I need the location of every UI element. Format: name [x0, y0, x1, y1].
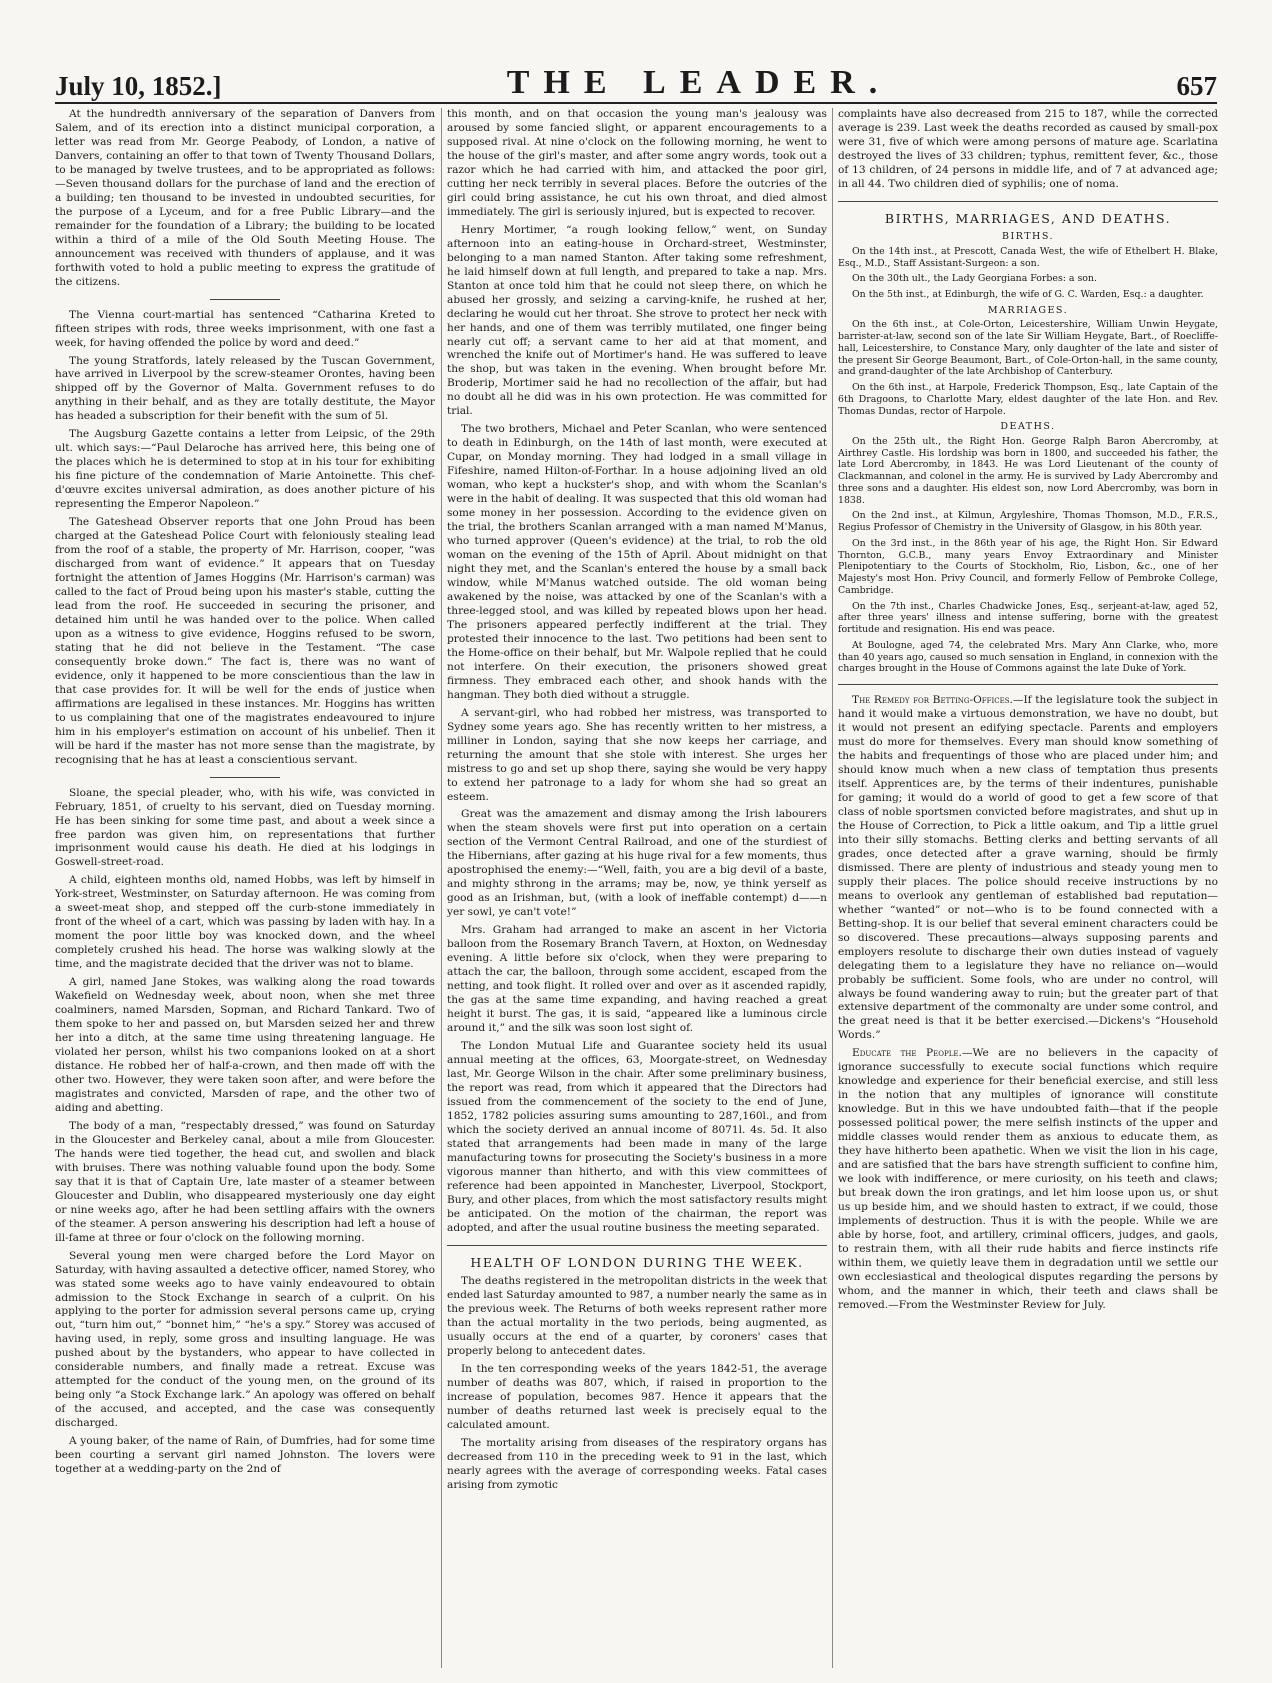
article-paragraph: In the ten corresponding weeks of the years 1842-51, the average number of deaths was 807, which, if raised in proportion to the increase of population, becomes 987. Hence it appears that the number of deaths returned last week is precisely equal to the calculated amount.: [447, 1362, 827, 1431]
notice: On the 6th inst., at Harpole, Frederick Thompson, Esq., late Captain of the 6th Dragoons, to Charlotte Mary, eldest daughter of the late Hon. and Rev. Thomas Dundas, rector of Harpole.: [838, 382, 1218, 417]
article-paragraph: Great was the amazement and dismay among the Irish labourers when the steam shovels were first put into operation on a certain section of the Vermont Central Railroad, and one of the sturdiest of the Hibernians, after gazing at his huge rival for a few moments, thus apostrophised the enemy:—“Well, faith, you are a big devil of a baste, and mighty sthrong in the arrams; may be, now, ye think yerself as good as an Irishman, but, (with a look of ineffable contempt) d——n yer sowl, ye can't vote!”: [447, 808, 827, 919]
notice: On the 30th ult., the Lady Georgiana Forbes: a son.: [852, 273, 1097, 285]
divider: [838, 684, 1218, 685]
article-paragraph: [838, 694, 1218, 1043]
notice: On the 6th inst., at Cole-Orton, Leicestershire, William Unwin Heygate, barrister-at-law, second son of the late Sir William Heygate, Bart., of Roecliffe-hall, Leicestershire, to Constance Mary, only daughter of the late and sister of the present Sir George Beaumont, Bart., of Cole-Orton-hall, in the same county, and grand-daughter of the late Archbishop of Canterbury.: [838, 319, 1218, 378]
article-paragraph: The London Mutual Life and Guarantee society held its usual annual meeting at the offices, 63, Moorgate-street, on Wednesday last, Mr. George Wilson in the chair. After some preliminary business, the report was read, from which it appeared that the Directors had issued from the commencement of the society to the end of June, 1852, 1782 policies assuring sums amounting to 287,160l., and from which the society derived an annual income of 8071l. 4s. 5d. It also stated that arrangements had been made in many of the large manufacturing towns for prosecuting the Society's business in a more vigorous manner than hitherto, and with this view committees of reference had been appointed in Manchester, Liverpool, Stockport, Bury, and other places, from which the most satisfactory results might be anticipated. On the motion of the chairman, the report was adopted, and after the usual routine business the meeting separated.: [447, 1039, 827, 1234]
article-paragraph: The young Stratfords, lately released by the Tuscan Government, have arrived in Liverpool by the screw-steamer Orontes, having been shipped off by the Governor of Malta. Government refuses to do anything in their behalf, and as they are totally destitute, the Mayor has headed a subscription for their benefit with the sum of 5l.: [55, 354, 435, 423]
column-3: [838, 108, 1218, 1673]
article-lead: Educate the People.: [852, 1047, 962, 1060]
article-paragraph: At the hundredth anniversary of the separation of Danvers from Salem, and of its erection into a distinct municipal corporation, a letter was read from Mr. George Peabody, of London, a native of Danvers, containing an offer to that town of Twenty Thousand Dollars, to be managed by twelve trustees, and to be appropriated as follows:—Seven thousand dollars for the purchase of land and the erection of a building; ten thousand to be invested in undoubted securities, for the purpose of a Lyceum, and for a free Public Library—and the remainder for the foundation of a Library; the building to be located within a third of a mile of the Old South Meeting House. The announcement was received with thunders of applause, and it was forthwith voted to hold a public meeting to express the gratitude of the citizens.: [55, 108, 435, 288]
column-divider: [441, 108, 442, 1668]
article-paragraph: The Augsburg Gazette contains a letter from Leipsic, of the 29th ult. which says:—“Paul Delaroche has arrived here, this being one of the places which he is determined to stop at in his tour for exhibiting his fine picture of the condemnation of Marie Antoinette. This chef-d'œuvre excites universal admiration, as does another picture of his representing the Emperor Napoleon.”: [55, 428, 435, 511]
divider: [447, 1245, 827, 1246]
newspaper-title: THE LEADER.: [506, 64, 892, 101]
subsection-heading: BIRTHS.: [1001, 231, 1055, 243]
article-paragraph: A child, eighteen months old, named Hobbs, was left by himself in York-street, Westminster, on Saturday afternoon. He was coming from a sweet-meat shop, and stepped off the curb-stone immediately in front of the wheel of a cart, which was passing by laden with hay. In a moment the poor little boy was knocked down, and the wheel completely crushed his head. The horse was walking slowly at the time, and the magistrate decided that the driver was not to blame.: [55, 874, 435, 971]
article-paragraph: The two brothers, Michael and Peter Scanlan, who were sentenced to death in Edinburgh, on the 14th of last month, were executed at Cupar, on Monday morning. They had lodged in a small village in Fifeshire, named Hilton-of-Forthar. In a house adjoining lived an old woman, who kept a huckster's shop, and with whom the Scanlan's were in the habit of dealing. It was suspected that this old woman had some money in her possession. According to the evidence given on the trial, the brothers Scanlan arranged with a man named M'Manus, who turned approver (Queen's evidence) at the trial, to rob the old woman on the evening of the 15th of April. About midnight on that night they met, and the Scanlan's entered the house by a small back window, while M'Manus watched outside. The old woman being awakened by the noise, was attacked by one of the Scanlan's with a three-legged stool, and was killed by repeated blows upon her head. The prisoners appeared perfectly indifferent at the trial. They protested their innocence to the last. Two petitions had been sent to the Home-office on their behalf, but Mr. Walpole replied that he could not interfere. On their execution, the prisoners showed great firmness. They embraced each other, and shook hands with the hangman. They both died without a struggle.: [447, 423, 827, 701]
subsection-heading: DEATHS.: [1000, 421, 1056, 433]
section-heading: HEALTH OF LONDON DURING THE WEEK.: [470, 1254, 804, 1270]
article-paragraph: Sloane, the special pleader, who, with his wife, was convicted in February, 1851, of cruelty to his servant, died on Tuesday morning. He has been sinking for some time past, and about a week since a free pardon was given him, on representations that further imprisonment would cause his death. He died at his lodgings in Goswell-street-road.: [55, 786, 435, 869]
notice: At Boulogne, aged 74, the celebrated Mrs. Mary Ann Clarke, who, more than 40 years ago, caused so much sensation in England, in connexion with the charges brought in the House of Commons against the late Duke of York.: [838, 639, 1218, 675]
notice: On the 5th inst., at Edinburgh, the wife of G. C. Warden, Esq.: a daughter.: [852, 289, 1204, 301]
notice: On the 2nd inst., at Kilmun, Argyleshire, Thomas Thomson, M.D., F.R.S., Regius Professor of Chemistry in the University of Glasgow, in his 80th year.: [838, 510, 1218, 534]
article-paragraph: The deaths registered in the metropolitan districts in the week that ended last Saturday amounted to 987, a number nearly the same as in the previous week. The Returns of both weeks represent rather more than the actual mortality in the two periods, being augmented, as usually occurs at the end of a quarter, by coroners' cases that properly belong to antecedent dates.: [447, 1275, 827, 1357]
article-paragraph: The Vienna court-martial has sentenced “Catharina Kreted to fifteen stripes with rods, three weeks imprisonment, with one fast a week, for having offended the police by word and deed.”: [55, 308, 435, 349]
divider: [210, 299, 280, 300]
column-1: [55, 108, 435, 1673]
column-2: [447, 108, 827, 1673]
subsection-heading: MARRIAGES.: [987, 304, 1069, 316]
article-paragraph: The Gateshead Observer reports that one John Proud has been charged at the Gateshead Police Court with feloniously stealing lead from the roof of a stable, the property of Mr. Harrison, cooper, “was discharged from want of evidence.” It appears that on Tuesday fortnight the attention of James Hoggins (Mr. Harrison's carman) was called to the fact of Proud being upon his master's stable, cutting the lead from the roof. He succeeded in securing the prisoner, and detained him until he was handed over to the police. When called upon as a witness to give evidence, Hoggins refused to be sworn, stating that he did not believe in the Testament. “The case consequently broke down.” The fact is, there was no want of evidence, only it happened to be more conscientious than the law in that case provides for. It will be well for the ends of justice when affirmations are legalised in these instances. Mr. Hoggins has written to us complaining that one of the magistrates endeavoured to injure him in his employer's estimation on account of his unbelief. Then it will be hard if the master has not more sense than the magistrate, by recognising that he has at least a conscientious servant.: [55, 516, 435, 766]
article-body: —If the legislature took the subject in hand it would make a virtuous demonstration, we have no doubt, but it would not present an edifying spectacle. Parents and employers must do more for themselves. Every man should know something of the habits and frequentings of those who are placed under him; and should know much when a new class of temptation thus presents itself. Apprentices are, by the terms of their indentures, punishable for gaming; it would do a world of good to get a few score of that class of noble sportsmen convicted before magistrates, and shut up in the House of Correction, to Pick a little oakum, and Tip a little gruel into their silly stomachs. Betting clerks and betting servants of all grades, once detected after a grave warning, should be firmly dismissed. There are plenty of industrious and steady young men to supply their places. The police should receive instructions by no means to overlook any gentleman of established bad reputation—whether “wanted” or not—who is to be found connected with a Betting-shop. It is our belief that several eminent characters could be so discovered. These precautions—always supposing parents and employers resolute to discharge their own duties instead of vaguely delegating them to a legislature they have no reliance on—would probably be sufficient. Some fools, who are under no control, will always be found wandering away to ruin; but the greater part of that extensive department of the commonalty are under some control, and the great need is that it be better exercised.—Dickens's “Household Words.”: [838, 694, 1218, 1042]
article-paragraph: The body of a man, “respectably dressed,” was found on Saturday in the Gloucester and Berkeley canal, about a mile from Gloucester. The hands were tied together, the head cut, and swollen and black with bruises. There was nothing valuable found upon the body. Some say that it is that of Captain Ure, late master of a steamer between Gloucester and Dublin, who disappeared mysteriously one day eight or nine weeks ago, after he had been settling affairs with the owners of the steamer. A person answering his description had left a house of ill-fame at three or four o'clock on the following morning.: [55, 1119, 435, 1244]
notice: On the 25th ult., the Right Hon. George Ralph Baron Abercromby, at Airthrey Castle. His lordship was born in 1800, and succeeded his father, the late Lord Abercromby, in 1843. He was Lord Lieutenant of the county of Clackmannan, and colonel in the army. He is survived by Lady Abercromby and three sons and a daughter. His eldest son, now Lord Abercromby, was born in 1838.: [838, 435, 1218, 506]
article-paragraph: A servant-girl, who had robbed her mistress, was transported to Sydney some years ago. She has recently written to her mistress, a milliner in London, saying that she now keeps her carriage, and returning the amount that she stole with interest. She urges her mistress to go and set up shop there, saying she would be very happy to extend her patronage to a lady for whom she had so great an esteem.: [447, 706, 827, 803]
notice: On the 7th inst., Charles Chadwicke Jones, Esq., serjeant-at-law, aged 52, after three years' illness and intense suffering, borne with the greatest fortitude and resignation. His end was peace.: [838, 600, 1218, 636]
masthead: [55, 60, 1217, 104]
notice: On the 14th inst., at Prescott, Canada West, the wife of Ethelbert H. Blake, Esq., M.D., Staff Assistant-Surgeon: a son.: [838, 245, 1218, 269]
notice: On the 3rd inst., in the 86th year of his age, the Right Hon. Sir Edward Thornton, G.C.B., many years Envoy Extraordinary and Minister Plenipotentiary to the Courts of Stockholm, Rio, Lisbon, &c., one of her Majesty's most Hon. Privy Council, and formerly Fellow of Pembroke College, Cambridge.: [838, 537, 1218, 596]
article-paragraph: A young baker, of the name of Rain, of Dumfries, had for some time been courting a servant girl named Johnston. The lovers were together at a wedding-party on the 2nd of: [55, 1435, 435, 1476]
article-paragraph: Henry Mortimer, “a rough looking fellow,” went, on Sunday afternoon into an eating-house in Orchard-street, Westminster, belonging to a man named Stanton. After taking some refreshment, he laid himself down at full length, and prepared to take a nap. Mrs. Stanton at once told him that he could not sleep there, on which he abused her grossly, and seizing a carving-knife, he rushed at her, declaring he would cut her throat. She strove to protect her neck with her hands, and one of them was terribly mutilated, one finger being nearly cut off; a servant came to her aid at that moment, and wrenched the knife out of Mortimer's hand. He was suffered to leave the shop, but was taken in the evening. When brought before Mr. Broderip, Mortimer said he had no recollection of the affair, but had no doubt all he did was in his own protection. He was committed for trial.: [447, 223, 827, 418]
article-paragraph: The mortality arising from diseases of the respiratory organs has decreased from 110 in the preceding week to 91 in the last, which nearly agrees with the average of corresponding weeks. Fatal cases arising from zymotic: [447, 1436, 827, 1491]
article-paragraph: [838, 1047, 1218, 1312]
section-heading: BIRTHS, MARRIAGES, AND DEATHS.: [884, 210, 1172, 226]
divider: [838, 201, 1218, 202]
divider: [210, 777, 280, 778]
issue-date: July 10, 1852.]: [55, 71, 222, 101]
article-paragraph: Several young men were charged before the Lord Mayor on Saturday, with having assaulted a detective officer, named Storey, who was stated some weeks ago to have vainly endeavoured to obtain admission to the Stock Exchange in search of a culprit. On his applying to the porter for admission several persons came up, crying out, “turn him out,” “bonnet him,” “he's a spy.” Storey was accused of having used, in reply, some gross and insulting language. He was pushed about by the bystanders, who appear to have collected in considerable numbers, and finally made a retreat. Excuse was attempted for the conduct of the young men, on the ground of its being only “a Stock Exchange lark.” An apology was offered on behalf of the accused, and accepted, and the case was consequently discharged.: [55, 1249, 435, 1430]
column-divider: [832, 108, 833, 1668]
article-paragraph: A girl, named Jane Stokes, was walking along the road towards Wakefield on Wednesday week, about noon, when she met three coalminers, named Marsden, Sopman, and Richard Tankard. Two of them spoke to her and passed on, but Marsden seized her and threw her into a ditch, at the same time using threatening language. He violated her person, whilst his two companions looked on at a short distance. He robbed her of half-a-crown, and then made off with the other two. However, they were taken soon after, and were before the magistrates and convicted, Marsden of rape, and the other two of aiding and abetting.: [55, 976, 435, 1114]
article-lead: The Remedy for Betting-Offices.: [852, 694, 1013, 707]
article-body: —We are no believers in the capacity of ignorance successfully to execute social functions which require knowledge and experience for their beneficial exercise, and still less in the notion that any multiples of ignorance will constitute knowledge. But in this we have undoubted faith—that if the people possessed political power, the mere selfish instincts of the upper and middle classes would render them as anxious to educate them, as they have hitherto been apathetic. When we visit the lion in his cage, and are satisfied that the bars have strength sufficient to confine him, we look with indifference, or mere curiosity, on his teeth and claws; but break down the iron gratings, and let him loose upon us, or shut us up beside him, and we should hasten to extract, if we could, those implements of destruction. Thus it is with the people. While we are able by horse, foot, and artillery, criminal officers, judges, and gaols, to restrain them, with all their rude habits and fierce instincts rife within them, we quietly leave them in degradation until we settle our own ecclesiastical and theological disputes regarding the persons by whom, and the manner in which, their teeth and claws shall be removed.—From the Westminster Review for July.: [838, 1047, 1218, 1311]
article-paragraph: this month, and on that occasion the young man's jealousy was aroused by some fancied slight, or apparent encouragements to a supposed rival. At nine o'clock on the following morning, he went to the house of the girl's master, and after some angry words, took out a razor which he had carried with him, and attacked the poor girl, cutting her neck terribly in several places. Before the outcries of the girl could bring assistance, he cut his own throat, and died almost immediately. The girl is seriously injured, but is expected to recover.: [447, 108, 827, 218]
article-paragraph: complaints have also decreased from 215 to 187, while the corrected average is 239. Last week the deaths recorded as caused by small-pox were 31, five of which were among persons of mature age. Scarlatina destroyed the lives of 33 children; typhus, remittent fever, &c., those of 13 children, of 24 persons in middle life, and of 7 at advanced age; in all 44. Two children died of syphilis; one of noma.: [838, 108, 1218, 190]
page-number: 657: [1176, 71, 1217, 101]
article-paragraph: Mrs. Graham had arranged to make an ascent in her Victoria balloon from the Rosemary Branch Tavern, at Hoxton, on Wednesday evening. A little before six o'clock, when they were preparing to attach the car, the balloon, through some accident, escaped from the netting, and took flight. It rolled over and over as it ascended rapidly, the gas at the same time expanding, and having reached a great height it burst. The gas, it is said, “appeared like a luminous circle around it,” and the silk was soon lost sight of.: [447, 924, 827, 1034]
